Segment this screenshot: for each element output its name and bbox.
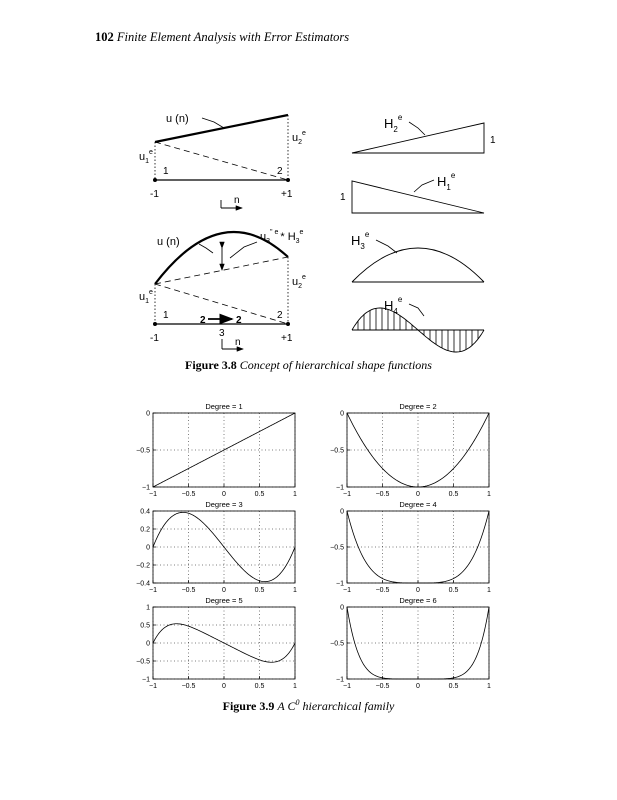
y-tick-label: 0 xyxy=(340,508,344,516)
chart-panel-4 xyxy=(330,500,491,594)
chart-panel-3 xyxy=(136,500,297,594)
x-tick-label: −0.5 xyxy=(181,491,196,498)
coord-right-label-bottom: +1 xyxy=(281,333,293,344)
node-2-label: 2 xyxy=(277,166,283,177)
y-tick-label: −1 xyxy=(142,676,150,684)
y-tick-label: 0.2 xyxy=(140,526,150,534)
chart-title: Degree = 5 xyxy=(205,596,243,605)
u-n-label: u (n) xyxy=(166,113,189,125)
y-tick-label: −0.5 xyxy=(136,447,150,455)
y-tick-label: 0.5 xyxy=(140,622,150,630)
x-tick-label: 0.5 xyxy=(448,491,459,498)
y-tick-label: 1 xyxy=(146,604,150,612)
y-tick-label: 0.4 xyxy=(140,508,150,516)
x-tick-label: −1 xyxy=(343,587,351,594)
x-tick-label: 1 xyxy=(293,683,297,690)
chart-panel-6 xyxy=(330,596,491,690)
u2e-label-bottom: $u_2^e$ xyxy=(292,274,306,290)
h2-height-label: 1 xyxy=(490,135,496,146)
x-tick-label: 0.5 xyxy=(254,491,265,498)
x-tick-label: 1 xyxy=(293,491,297,498)
coord-mid-label: 3 xyxy=(219,328,225,339)
x-tick-label: −1 xyxy=(149,683,157,690)
x-tick-label: 0.5 xyxy=(254,587,265,594)
y-tick-label: 0 xyxy=(146,640,150,648)
y-tick-label: −1 xyxy=(336,580,344,588)
x-tick-label: −0.5 xyxy=(181,683,196,690)
y-tick-label: −0.5 xyxy=(330,544,344,552)
node-1-label: 1 xyxy=(163,166,169,177)
u1e-label: $u_1^e$ xyxy=(139,149,153,165)
u1e-label-bottom: $u_1^e$ xyxy=(139,289,153,305)
h4-label: $H_4^e$ xyxy=(384,295,403,316)
x-tick-label: 0 xyxy=(416,587,420,594)
y-tick-label: −1 xyxy=(336,484,344,492)
x-tick-label: 0 xyxy=(222,587,226,594)
chart-title: Degree = 1 xyxy=(205,402,243,411)
y-tick-label: 0 xyxy=(340,604,344,612)
u3-label: $u_3^{" e} * H_3^e$ xyxy=(260,229,304,245)
figure-3-9-label: Figure 3.9 xyxy=(222,699,275,713)
x-tick-label: 1 xyxy=(487,683,491,690)
figure-3-8-label: Figure 3.8 xyxy=(185,358,237,372)
chart-title: Degree = 3 xyxy=(205,500,243,509)
y-tick-label: −0.4 xyxy=(136,580,150,588)
y-tick-label: −0.2 xyxy=(136,562,150,570)
h3-label: $H_3^e$ xyxy=(351,230,370,251)
chart-panel-5 xyxy=(136,596,297,690)
x-tick-label: 1 xyxy=(487,491,491,498)
chart-title: Degree = 6 xyxy=(399,596,437,605)
x-tick-label: −1 xyxy=(149,587,157,594)
h2-label: $H_2^e$ xyxy=(384,113,403,134)
y-tick-label: −1 xyxy=(336,676,344,684)
chart-title: Degree = 4 xyxy=(399,500,437,509)
x-tick-label: −1 xyxy=(343,491,351,498)
figure-3-9-caption-text: A $C^0$ hierarchical family xyxy=(277,698,395,713)
x-tick-label: −0.5 xyxy=(375,491,390,498)
coord-right-label: +1 xyxy=(281,189,293,200)
x-tick-label: −0.5 xyxy=(375,587,390,594)
x-tick-label: 0 xyxy=(416,491,420,498)
x-tick-label: −1 xyxy=(149,491,157,498)
y-tick-label: 0 xyxy=(340,410,344,418)
x-tick-label: 1 xyxy=(487,587,491,594)
n-label: n xyxy=(234,195,240,206)
x-tick-label: 1 xyxy=(293,587,297,594)
h1-label: $H_1^e$ xyxy=(437,171,456,192)
chart-panel-1 xyxy=(136,402,297,498)
y-tick-label: −1 xyxy=(142,484,150,492)
y-tick-label: 0 xyxy=(146,544,150,552)
coord-left-label-bottom: -1 xyxy=(150,333,159,344)
chart-panel-2 xyxy=(330,402,491,498)
chart-title: Degree = 2 xyxy=(399,402,437,411)
x-tick-label: 0 xyxy=(416,683,420,690)
u-n-label-bottom: u (n) xyxy=(157,236,180,248)
y-tick-label: −0.5 xyxy=(330,447,344,455)
y-tick-label: 0 xyxy=(146,410,150,418)
x-tick-label: 0.5 xyxy=(448,587,459,594)
x-tick-label: −0.5 xyxy=(181,587,196,594)
node-2c-label: 2 xyxy=(277,310,283,321)
x-tick-label: 0 xyxy=(222,683,226,690)
x-tick-label: 0 xyxy=(222,491,226,498)
y-tick-label: −0.5 xyxy=(330,640,344,648)
node-2a-label: 2 xyxy=(200,315,206,326)
node-1-label-bottom: 1 xyxy=(163,310,169,321)
y-tick-label: −0.5 xyxy=(136,658,150,666)
coord-left-label: -1 xyxy=(150,189,159,200)
n-label-bottom: n xyxy=(235,337,241,348)
book-title: Finite Element Analysis with Error Estimators xyxy=(116,30,350,44)
x-tick-label: 0.5 xyxy=(448,683,459,690)
h1-height-label: 1 xyxy=(340,192,346,203)
x-tick-label: −1 xyxy=(343,683,351,690)
x-tick-label: −0.5 xyxy=(375,683,390,690)
x-tick-label: 0.5 xyxy=(254,683,265,690)
node-2b-label: 2 xyxy=(236,315,242,326)
figure-3-8-caption-text: Concept of hierarchical shape functions xyxy=(239,358,432,372)
page-number: 102 xyxy=(95,30,114,44)
figure-3-9-caption xyxy=(0,698,617,714)
u2e-label: $u_2^e$ xyxy=(292,130,306,146)
